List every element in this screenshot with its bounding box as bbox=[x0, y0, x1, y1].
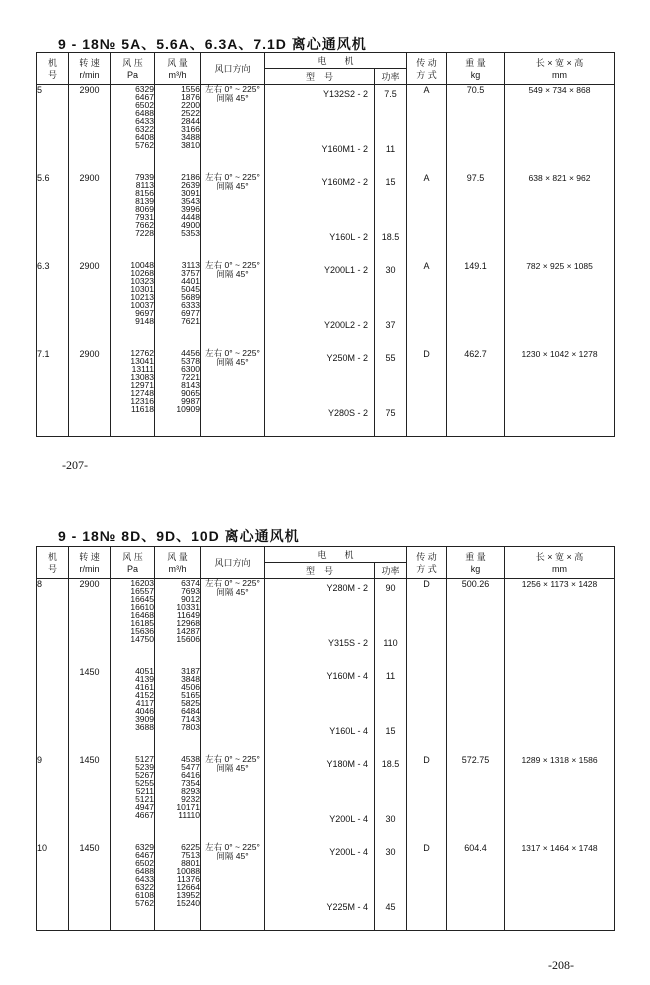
rotation-speed: 2900 bbox=[69, 579, 111, 667]
flow-value: 2522 bbox=[181, 108, 200, 118]
motor-type: Y250M - 2 bbox=[326, 352, 368, 363]
fan-model-number: 5 bbox=[37, 85, 69, 173]
flow-value: 3810 bbox=[181, 140, 200, 150]
fan-model-number: 10 bbox=[37, 843, 69, 931]
flow-value: 15240 bbox=[176, 897, 200, 908]
pressure-value: 10323 bbox=[130, 275, 154, 286]
header-speed: 转 速 r/min bbox=[69, 53, 111, 85]
flow-value: 1876 bbox=[181, 92, 200, 102]
flow-value: 7143 bbox=[181, 713, 200, 724]
motor-power: 18.5 bbox=[381, 758, 400, 769]
header-weight: 重 量 kg bbox=[447, 547, 505, 579]
pressure-value: 16645 bbox=[130, 594, 154, 604]
header-dims: 长 × 宽 × 高 mm bbox=[505, 53, 615, 85]
flow-values bbox=[155, 261, 201, 349]
outlet-direction-line: 左右 0° ~ 225° bbox=[205, 578, 260, 588]
motor-type: Y160M1 - 2 bbox=[321, 144, 368, 154]
outlet-direction-line: 左右 0° ~ 225° bbox=[205, 84, 260, 94]
pressure-value: 6329 bbox=[135, 84, 154, 94]
motor-type: Y200L1 - 2 bbox=[323, 264, 368, 275]
flow-value: 7803 bbox=[181, 721, 200, 732]
pressure-value: 14750 bbox=[130, 634, 154, 644]
pressure-value: 16557 bbox=[130, 586, 154, 596]
flow-value: 2639 bbox=[181, 179, 200, 190]
section-title-2: 9 - 18№ 8D、9D、10D 离心通风机 bbox=[58, 528, 300, 544]
fan-model-number: 8 bbox=[37, 579, 69, 667]
dimensions-value bbox=[505, 667, 615, 755]
flow-value: 3996 bbox=[181, 203, 200, 214]
flow-value: 6333 bbox=[181, 299, 200, 310]
outlet-direction-line: 间隔 45° bbox=[216, 180, 249, 191]
flow-value: 9232 bbox=[181, 793, 200, 804]
rotation-speed: 2900 bbox=[69, 261, 111, 349]
pressure-value: 13111 bbox=[131, 363, 154, 374]
pressure-value: 6488 bbox=[135, 865, 154, 876]
outlet-direction bbox=[201, 85, 265, 173]
flow-values bbox=[155, 755, 201, 843]
rotation-speed: 1450 bbox=[69, 755, 111, 843]
flow-value: 7221 bbox=[181, 371, 200, 382]
pressure-value: 13083 bbox=[130, 371, 154, 382]
motor-power: 30 bbox=[385, 813, 396, 824]
pressure-value: 7228 bbox=[135, 227, 154, 238]
flow-value: 9012 bbox=[181, 594, 200, 604]
flow-value: 10331 bbox=[176, 602, 200, 612]
flow-value: 8143 bbox=[181, 379, 200, 390]
flow-value: 12664 bbox=[176, 881, 200, 892]
outlet-direction bbox=[201, 755, 265, 843]
dimensions-value: 638 × 821 × 962 bbox=[505, 173, 615, 261]
table-row bbox=[37, 261, 615, 349]
section-title-1: 9 - 18№ 5A、5.6A、6.3A、7.1D 离心通风机 bbox=[58, 36, 367, 52]
pressure-value: 6322 bbox=[135, 124, 154, 134]
flow-value: 5825 bbox=[181, 697, 200, 708]
spec-table-2 bbox=[36, 546, 615, 931]
pressure-values bbox=[111, 173, 155, 261]
outlet-direction-line: 间隔 45° bbox=[216, 93, 249, 103]
pressure-value: 10268 bbox=[130, 267, 154, 278]
pressure-value: 5239 bbox=[135, 761, 154, 772]
transmission-type: A bbox=[407, 261, 447, 349]
motor-power: 55 bbox=[385, 352, 396, 363]
flow-value: 5353 bbox=[181, 227, 200, 238]
flow-value: 1556 bbox=[181, 84, 200, 94]
table-row bbox=[37, 173, 615, 261]
motor-power: 30 bbox=[385, 264, 396, 275]
pressure-values bbox=[111, 755, 155, 843]
flow-value: 6484 bbox=[181, 705, 200, 716]
pressure-value: 6329 bbox=[135, 841, 154, 852]
flow-value: 15606 bbox=[176, 634, 200, 644]
flow-value: 4456 bbox=[181, 347, 200, 358]
flow-value: 10088 bbox=[176, 865, 200, 876]
pressure-value: 3688 bbox=[135, 721, 154, 732]
pressure-value: 10301 bbox=[130, 283, 154, 294]
header-model: 机 号 bbox=[37, 547, 69, 579]
dimensions-value: 1289 × 1318 × 1586 bbox=[505, 755, 615, 843]
flow-value: 13952 bbox=[176, 889, 200, 900]
flow-value: 4538 bbox=[181, 753, 200, 764]
fan-model-number: 6.3 bbox=[37, 261, 69, 349]
pressure-value: 7662 bbox=[135, 219, 154, 230]
dimensions-value: 1317 × 1464 × 1748 bbox=[505, 843, 615, 931]
pressure-value: 12748 bbox=[130, 387, 154, 398]
flow-value: 7621 bbox=[181, 315, 200, 326]
flow-value: 10171 bbox=[176, 801, 200, 812]
flow-value: 11649 bbox=[176, 610, 200, 620]
pressure-value: 4117 bbox=[135, 697, 154, 708]
table-row bbox=[37, 349, 615, 437]
flow-value: 7693 bbox=[181, 586, 200, 596]
pressure-value: 6433 bbox=[135, 116, 154, 126]
pressure-value: 8113 bbox=[135, 179, 154, 190]
flow-values bbox=[155, 349, 201, 437]
motor-power-cell bbox=[375, 85, 407, 173]
page-number-208: -208- bbox=[548, 958, 574, 972]
pressure-value: 12316 bbox=[130, 395, 154, 406]
pressure-value: 7931 bbox=[135, 211, 154, 222]
header-flow: 风 量 m³/h bbox=[155, 53, 201, 85]
flow-values bbox=[155, 173, 201, 261]
motor-power: 110 bbox=[383, 638, 398, 648]
motor-type: Y200L - 4 bbox=[329, 846, 368, 857]
header-outlet: 风口方向 bbox=[201, 53, 265, 85]
header-motor: 电 机 bbox=[265, 547, 407, 563]
flow-value: 7513 bbox=[181, 849, 200, 860]
pressure-value: 9148 bbox=[135, 315, 154, 326]
motor-power: 45 bbox=[385, 901, 396, 912]
motor-type: Y225M - 4 bbox=[326, 901, 368, 912]
fan-model-number bbox=[37, 667, 69, 755]
motor-type-cell bbox=[265, 85, 375, 173]
table-row bbox=[37, 579, 615, 667]
flow-value: 3848 bbox=[181, 673, 200, 684]
weight-value: 604.4 bbox=[447, 843, 505, 931]
header-pressure: 风 压 Pa bbox=[111, 53, 155, 85]
outlet-direction-line: 左右 0° ~ 225° bbox=[205, 171, 260, 182]
pressure-value: 12971 bbox=[130, 379, 154, 390]
header-transmission: 传 动 方 式 bbox=[407, 53, 447, 85]
motor-power: 37 bbox=[385, 319, 396, 330]
transmission-type: A bbox=[407, 85, 447, 173]
motor-power: 90 bbox=[385, 583, 396, 593]
pressure-value: 10048 bbox=[130, 259, 154, 270]
pressure-value: 5255 bbox=[135, 777, 154, 788]
motor-type-cell bbox=[265, 843, 375, 931]
fan-model-number: 7.1 bbox=[37, 349, 69, 437]
motor-power: 30 bbox=[385, 846, 396, 857]
flow-value: 6374 bbox=[181, 578, 200, 588]
header-pressure: 风 压 Pa bbox=[111, 547, 155, 579]
pressure-value: 16468 bbox=[130, 610, 154, 620]
flow-value: 4900 bbox=[181, 219, 200, 230]
transmission-type: D bbox=[407, 579, 447, 667]
page-number-207: -207- bbox=[62, 458, 88, 472]
rotation-speed: 2900 bbox=[69, 173, 111, 261]
weight-value: 500.26 bbox=[447, 579, 505, 667]
pressure-value: 4139 bbox=[135, 673, 154, 684]
motor-power: 11 bbox=[385, 670, 396, 681]
outlet-direction-line: 左右 0° ~ 225° bbox=[205, 753, 260, 764]
flow-value: 3543 bbox=[181, 195, 200, 206]
pressure-value: 13041 bbox=[130, 355, 154, 366]
flow-value: 3113 bbox=[181, 259, 200, 270]
flow-value: 5045 bbox=[181, 283, 200, 294]
motor-power-cell bbox=[375, 755, 407, 843]
pressure-value: 5121 bbox=[135, 793, 154, 804]
header-motor: 电 机 bbox=[265, 53, 407, 69]
flow-value: 11376 bbox=[176, 873, 200, 884]
pressure-value: 5762 bbox=[135, 897, 154, 908]
outlet-direction bbox=[201, 261, 265, 349]
weight-value bbox=[447, 667, 505, 755]
rotation-speed: 1450 bbox=[69, 667, 111, 755]
pressure-value: 4947 bbox=[135, 801, 154, 812]
flow-value: 3166 bbox=[181, 124, 200, 134]
header-model: 机 号 bbox=[37, 53, 69, 85]
motor-power-cell bbox=[375, 261, 407, 349]
motor-type: Y160L - 4 bbox=[329, 725, 368, 736]
pressure-value: 16610 bbox=[130, 602, 154, 612]
pressure-value: 6502 bbox=[135, 100, 154, 110]
motor-type-cell bbox=[265, 349, 375, 437]
flow-value: 3091 bbox=[181, 187, 200, 198]
flow-value: 6225 bbox=[181, 841, 200, 852]
pressure-value: 15636 bbox=[130, 626, 154, 636]
pressure-value: 4161 bbox=[135, 681, 154, 692]
flow-values bbox=[155, 843, 201, 931]
rotation-speed: 2900 bbox=[69, 85, 111, 173]
motor-power-cell bbox=[375, 579, 407, 667]
outlet-direction-line: 左右 0° ~ 225° bbox=[205, 347, 260, 358]
pressure-value: 6502 bbox=[135, 857, 154, 868]
flow-value: 8293 bbox=[181, 785, 200, 796]
motor-type: Y200L2 - 2 bbox=[323, 319, 368, 330]
flow-value: 8801 bbox=[181, 857, 200, 868]
header-motor-power: 功率 bbox=[375, 69, 407, 85]
dimensions-value: 1230 × 1042 × 1278 bbox=[505, 349, 615, 437]
header-speed: 转 速 r/min bbox=[69, 547, 111, 579]
table-row bbox=[37, 843, 615, 931]
motor-power-cell bbox=[375, 349, 407, 437]
rotation-speed: 2900 bbox=[69, 349, 111, 437]
dimensions-value: 549 × 734 × 868 bbox=[505, 85, 615, 173]
pressure-value: 12762 bbox=[130, 347, 154, 358]
pressure-value: 4051 bbox=[135, 665, 154, 676]
weight-value: 97.5 bbox=[447, 173, 505, 261]
pressure-values bbox=[111, 843, 155, 931]
pressure-values bbox=[111, 349, 155, 437]
pressure-value: 8069 bbox=[135, 203, 154, 214]
pressure-value: 4152 bbox=[135, 689, 154, 700]
pressure-value: 5127 bbox=[135, 753, 154, 764]
flow-value: 6300 bbox=[181, 363, 200, 374]
outlet-direction-line: 间隔 45° bbox=[216, 587, 249, 597]
pressure-value: 8156 bbox=[135, 187, 154, 198]
outlet-direction bbox=[201, 349, 265, 437]
flow-value: 2200 bbox=[181, 100, 200, 110]
flow-values bbox=[155, 667, 201, 755]
pressure-value: 3909 bbox=[135, 713, 154, 724]
motor-type: Y160L - 2 bbox=[329, 231, 368, 242]
flow-value: 2844 bbox=[181, 116, 200, 126]
header-motor-type: 型 号 bbox=[265, 69, 375, 85]
header-weight: 重 量 kg bbox=[447, 53, 505, 85]
pressure-value: 16185 bbox=[130, 618, 154, 628]
motor-type-cell bbox=[265, 755, 375, 843]
dimensions-value: 782 × 925 × 1085 bbox=[505, 261, 615, 349]
header-motor-type: 型 号 bbox=[265, 563, 375, 579]
table-row bbox=[37, 755, 615, 843]
outlet-direction bbox=[201, 579, 265, 667]
fan-model-number: 9 bbox=[37, 755, 69, 843]
motor-type-cell bbox=[265, 579, 375, 667]
transmission-type: D bbox=[407, 755, 447, 843]
flow-value: 5378 bbox=[181, 355, 200, 366]
outlet-direction-line: 间隔 45° bbox=[216, 850, 249, 861]
flow-value: 4506 bbox=[181, 681, 200, 692]
pressure-values bbox=[111, 85, 155, 173]
flow-value: 5689 bbox=[181, 291, 200, 302]
flow-value: 7354 bbox=[181, 777, 200, 788]
pressure-value: 6433 bbox=[135, 873, 154, 884]
pressure-value: 11618 bbox=[130, 403, 154, 414]
flow-value: 9065 bbox=[181, 387, 200, 398]
pressure-value: 9697 bbox=[135, 307, 154, 318]
flow-value: 14287 bbox=[176, 626, 200, 636]
pressure-value: 8139 bbox=[135, 195, 154, 206]
pressure-value: 5267 bbox=[135, 769, 154, 780]
header-motor-power: 功率 bbox=[375, 563, 407, 579]
rotation-speed: 1450 bbox=[69, 843, 111, 931]
pressure-value: 6322 bbox=[135, 881, 154, 892]
outlet-direction-line: 间隔 45° bbox=[216, 268, 249, 279]
pressure-value: 6467 bbox=[135, 849, 154, 860]
pressure-value: 7939 bbox=[135, 171, 154, 182]
outlet-direction bbox=[201, 667, 265, 755]
pressure-value: 5211 bbox=[135, 785, 154, 796]
transmission-type: A bbox=[407, 173, 447, 261]
outlet-direction bbox=[201, 843, 265, 931]
flow-value: 3757 bbox=[181, 267, 200, 278]
table-row bbox=[37, 85, 615, 173]
transmission-type: D bbox=[407, 349, 447, 437]
flow-value: 12968 bbox=[176, 618, 200, 628]
motor-power: 15 bbox=[385, 176, 396, 187]
transmission-type: D bbox=[407, 843, 447, 931]
pressure-values bbox=[111, 261, 155, 349]
motor-power: 7.5 bbox=[384, 89, 397, 99]
pressure-value: 6108 bbox=[135, 889, 154, 900]
motor-type: Y315S - 2 bbox=[327, 638, 368, 648]
pressure-values bbox=[111, 667, 155, 755]
motor-type-cell bbox=[265, 667, 375, 755]
weight-value: 149.1 bbox=[447, 261, 505, 349]
flow-value: 3488 bbox=[181, 132, 200, 142]
motor-type: Y180M - 4 bbox=[326, 758, 368, 769]
flow-value: 4448 bbox=[181, 211, 200, 222]
pressure-value: 5762 bbox=[135, 140, 154, 150]
pressure-value: 6488 bbox=[135, 108, 154, 118]
motor-type: Y280S - 2 bbox=[327, 407, 368, 418]
pressure-value: 4046 bbox=[135, 705, 154, 716]
pressure-value: 10213 bbox=[130, 291, 154, 302]
pressure-value: 6467 bbox=[135, 92, 154, 102]
pressure-value: 6408 bbox=[135, 132, 154, 142]
flow-value: 5165 bbox=[181, 689, 200, 700]
outlet-direction-line: 左右 0° ~ 225° bbox=[205, 841, 260, 852]
table-row bbox=[37, 667, 615, 755]
header-transmission: 传 动 方 式 bbox=[407, 547, 447, 579]
header-dims: 长 × 宽 × 高 mm bbox=[505, 547, 615, 579]
motor-power: 11 bbox=[385, 144, 396, 154]
outlet-direction-line: 间隔 45° bbox=[216, 356, 249, 367]
flow-values bbox=[155, 85, 201, 173]
outlet-direction bbox=[201, 173, 265, 261]
motor-type: Y132S2 - 2 bbox=[322, 89, 368, 99]
motor-power: 15 bbox=[385, 725, 396, 736]
flow-value: 2186 bbox=[181, 171, 200, 182]
dimensions-value: 1256 × 1173 × 1428 bbox=[505, 579, 615, 667]
motor-type: Y200L - 4 bbox=[329, 813, 368, 824]
motor-power-cell bbox=[375, 843, 407, 931]
weight-value: 572.75 bbox=[447, 755, 505, 843]
weight-value: 462.7 bbox=[447, 349, 505, 437]
pressure-value: 16203 bbox=[130, 578, 154, 588]
motor-power-cell bbox=[375, 173, 407, 261]
flow-values bbox=[155, 579, 201, 667]
fan-model-number: 5.6 bbox=[37, 173, 69, 261]
motor-power-cell bbox=[375, 667, 407, 755]
spec-table-1 bbox=[36, 52, 615, 437]
flow-value: 5477 bbox=[181, 761, 200, 772]
motor-type: Y160M - 4 bbox=[326, 670, 368, 681]
transmission-type bbox=[407, 667, 447, 755]
outlet-direction-line: 左右 0° ~ 225° bbox=[205, 259, 260, 270]
flow-value: 6977 bbox=[181, 307, 200, 318]
motor-type: Y160M2 - 2 bbox=[321, 176, 368, 187]
flow-value: 6416 bbox=[181, 769, 200, 780]
header-outlet: 风口方向 bbox=[201, 547, 265, 579]
motor-type-cell bbox=[265, 261, 375, 349]
motor-type: Y280M - 2 bbox=[326, 583, 368, 593]
flow-value: 4401 bbox=[181, 275, 200, 286]
motor-type-cell bbox=[265, 173, 375, 261]
flow-value: 10909 bbox=[176, 403, 200, 414]
header-flow: 风 量 m³/h bbox=[155, 547, 201, 579]
flow-value: 3187 bbox=[181, 665, 200, 676]
pressure-values bbox=[111, 579, 155, 667]
weight-value: 70.5 bbox=[447, 85, 505, 173]
pressure-value: 4667 bbox=[135, 809, 154, 820]
flow-value: 11110 bbox=[178, 809, 200, 820]
outlet-direction-line: 间隔 45° bbox=[216, 762, 249, 773]
flow-value: 9987 bbox=[181, 395, 200, 406]
pressure-value: 10037 bbox=[130, 299, 154, 310]
motor-power: 75 bbox=[385, 407, 396, 418]
motor-power: 18.5 bbox=[381, 231, 400, 242]
